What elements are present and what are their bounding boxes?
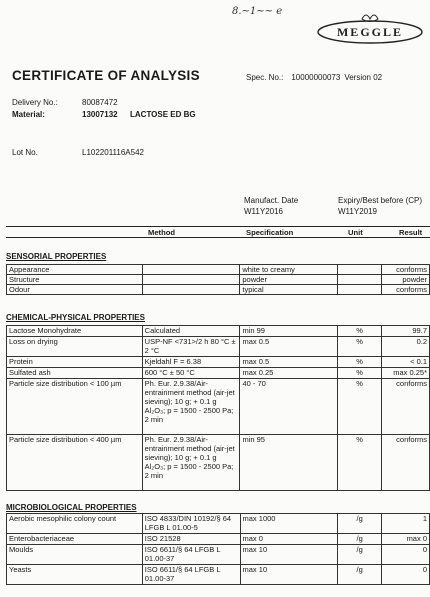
table-row — [7, 565, 430, 585]
method-cell: Ph. Eur. 2.9.38/Air-entrainment method (air-jet sieving); 10 g; + 0.1 g Al₂O₃; p = 1500 - 2500 Pa; 2 min — [142, 435, 240, 491]
method-cell: 600 °C ± 50 °C — [142, 368, 240, 379]
table-row — [7, 534, 430, 545]
property-name: Aerobic mesophilic colony count — [7, 514, 143, 534]
unit-cell: /g — [338, 514, 382, 534]
unit-cell — [338, 275, 382, 285]
table-row — [7, 435, 430, 491]
manufacture-date — [244, 195, 298, 217]
table-row — [7, 379, 430, 435]
unit-cell: % — [338, 326, 382, 337]
header-specification: Specification — [246, 228, 294, 237]
spec-cell: min 95 — [240, 435, 338, 491]
spec-number — [246, 73, 382, 82]
spec-cell: min 99 — [240, 326, 338, 337]
result-cell: 0 — [382, 545, 430, 565]
unit-cell: /g — [338, 565, 382, 585]
property-name: Yeasts — [7, 565, 143, 585]
spec-cell: max 1000 — [240, 514, 338, 534]
document-title: CERTIFICATE OF ANALYSIS — [12, 68, 200, 83]
table-row — [7, 545, 430, 565]
spec-value: 10000000073 — [291, 73, 341, 82]
result-cell: < 0.1 — [382, 357, 430, 368]
spec-cell: white to creamy — [240, 265, 338, 275]
method-cell: Calculated — [142, 326, 240, 337]
spec-cell: max 0.5 — [240, 337, 338, 357]
unit-cell: % — [338, 357, 382, 368]
expiry-date-label: Expiry/Best before (CP) — [338, 196, 423, 205]
unit-cell: % — [338, 368, 382, 379]
header-result: Result — [399, 228, 423, 237]
method-cell: USP-NF <731>/2 h 80 °C ± 2 °C — [142, 337, 240, 357]
spec-version: Version 02 — [344, 73, 383, 82]
table-row — [7, 265, 430, 275]
section-title-sensorial: SENSORIAL PROPERTIES — [6, 252, 107, 261]
table-row — [7, 285, 430, 295]
sensorial-table — [6, 264, 430, 295]
property-name: Structure — [7, 275, 143, 285]
spec-cell: max 0.5 — [240, 357, 338, 368]
method-cell: Ph. Eur. 2.9.38/Air-entrainment method (air-jet sieving); 10 g; + 0.1 g Al₂O₃; p = 1500 - 2500 Pa; 2 min — [142, 379, 240, 435]
method-cell — [142, 285, 240, 295]
header-unit: Unit — [348, 228, 363, 237]
property-name: Odour — [7, 285, 143, 295]
meggle-logo-graphic — [314, 8, 424, 46]
unit-cell: % — [338, 435, 382, 491]
handwritten-note: 8.~1~~ e — [232, 6, 283, 17]
meggle-logo — [314, 8, 424, 46]
micro-table — [6, 513, 430, 585]
method-cell — [142, 275, 240, 285]
property-name: Protein — [7, 357, 143, 368]
spec-cell: max 0.25 — [240, 368, 338, 379]
unit-cell — [338, 265, 382, 275]
manufacture-date-label: Manufact. Date — [244, 196, 299, 205]
delivery-label: Delivery No.: — [12, 98, 58, 107]
result-cell: max 0.25* — [382, 368, 430, 379]
expiry-date-value: W11Y2019 — [338, 207, 377, 216]
result-cell: 1 — [382, 514, 430, 534]
result-cell: conforms — [382, 285, 430, 295]
expiry-date — [338, 195, 422, 217]
method-cell — [142, 265, 240, 275]
property-name: Loss on drying — [7, 337, 143, 357]
table-row — [7, 368, 430, 379]
result-cell: 99.7 — [382, 326, 430, 337]
table-row — [7, 326, 430, 337]
result-cell: conforms — [382, 265, 430, 275]
header-method: Method — [148, 228, 175, 237]
method-cell: ISO 4833/DIN 10192/§ 64 LFGB L 01.00-5 — [142, 514, 240, 534]
spec-cell: typical — [240, 285, 338, 295]
property-name: Lactose Monohydrate — [7, 326, 143, 337]
result-cell: conforms — [382, 435, 430, 491]
delivery-value: 80087472 — [82, 98, 118, 107]
spec-cell: max 0 — [240, 534, 338, 545]
result-cell: powder — [382, 275, 430, 285]
result-cell: max 0 — [382, 534, 430, 545]
table-header — [6, 226, 430, 238]
result-cell: conforms — [382, 379, 430, 435]
section-title-chemical: CHEMICAL-PHYSICAL PROPERTIES — [6, 313, 145, 322]
method-cell: ISO 6611/§ 64 LFGB L 01.00-37 — [142, 565, 240, 585]
section-title-micro: MICROBIOLOGICAL PROPERTIES — [6, 503, 137, 512]
table-row — [7, 357, 430, 368]
property-name: Particle size distribution < 400 µm — [7, 435, 143, 491]
property-name: Moulds — [7, 545, 143, 565]
property-name: Particle size distribution < 100 µm — [7, 379, 143, 435]
method-cell: ISO 21528 — [142, 534, 240, 545]
material-label: Material: — [12, 110, 45, 119]
table-row — [7, 337, 430, 357]
manufacture-date-value: W11Y2016 — [244, 207, 283, 216]
material-name: LACTOSE ED BG — [130, 110, 196, 119]
method-cell: Kjeldahl F = 6.38 — [142, 357, 240, 368]
spec-cell: 40 - 70 — [240, 379, 338, 435]
unit-cell: % — [338, 337, 382, 357]
property-name: Sulfated ash — [7, 368, 143, 379]
unit-cell: % — [338, 379, 382, 435]
table-row — [7, 514, 430, 534]
lot-label: Lot No. — [12, 148, 38, 157]
unit-cell: /g — [338, 545, 382, 565]
logo-text: MEGGLE — [336, 25, 404, 39]
chemical-table — [6, 325, 430, 491]
lot-value: L102201116A542 — [82, 148, 144, 157]
result-cell: 0 — [382, 565, 430, 585]
result-cell: 0.2 — [382, 337, 430, 357]
property-name: Appearance — [7, 265, 143, 275]
unit-cell: /g — [338, 534, 382, 545]
material-code: 13007132 — [82, 110, 118, 119]
spec-cell: max 10 — [240, 565, 338, 585]
table-row — [7, 275, 430, 285]
spec-cell: max 10 — [240, 545, 338, 565]
spec-cell: powder — [240, 275, 338, 285]
property-name: Enterobacteriaceae — [7, 534, 143, 545]
unit-cell — [338, 285, 382, 295]
spec-label: Spec. No.: — [246, 73, 284, 82]
method-cell: ISO 6611/§ 64 LFGB L 01.00-37 — [142, 545, 240, 565]
